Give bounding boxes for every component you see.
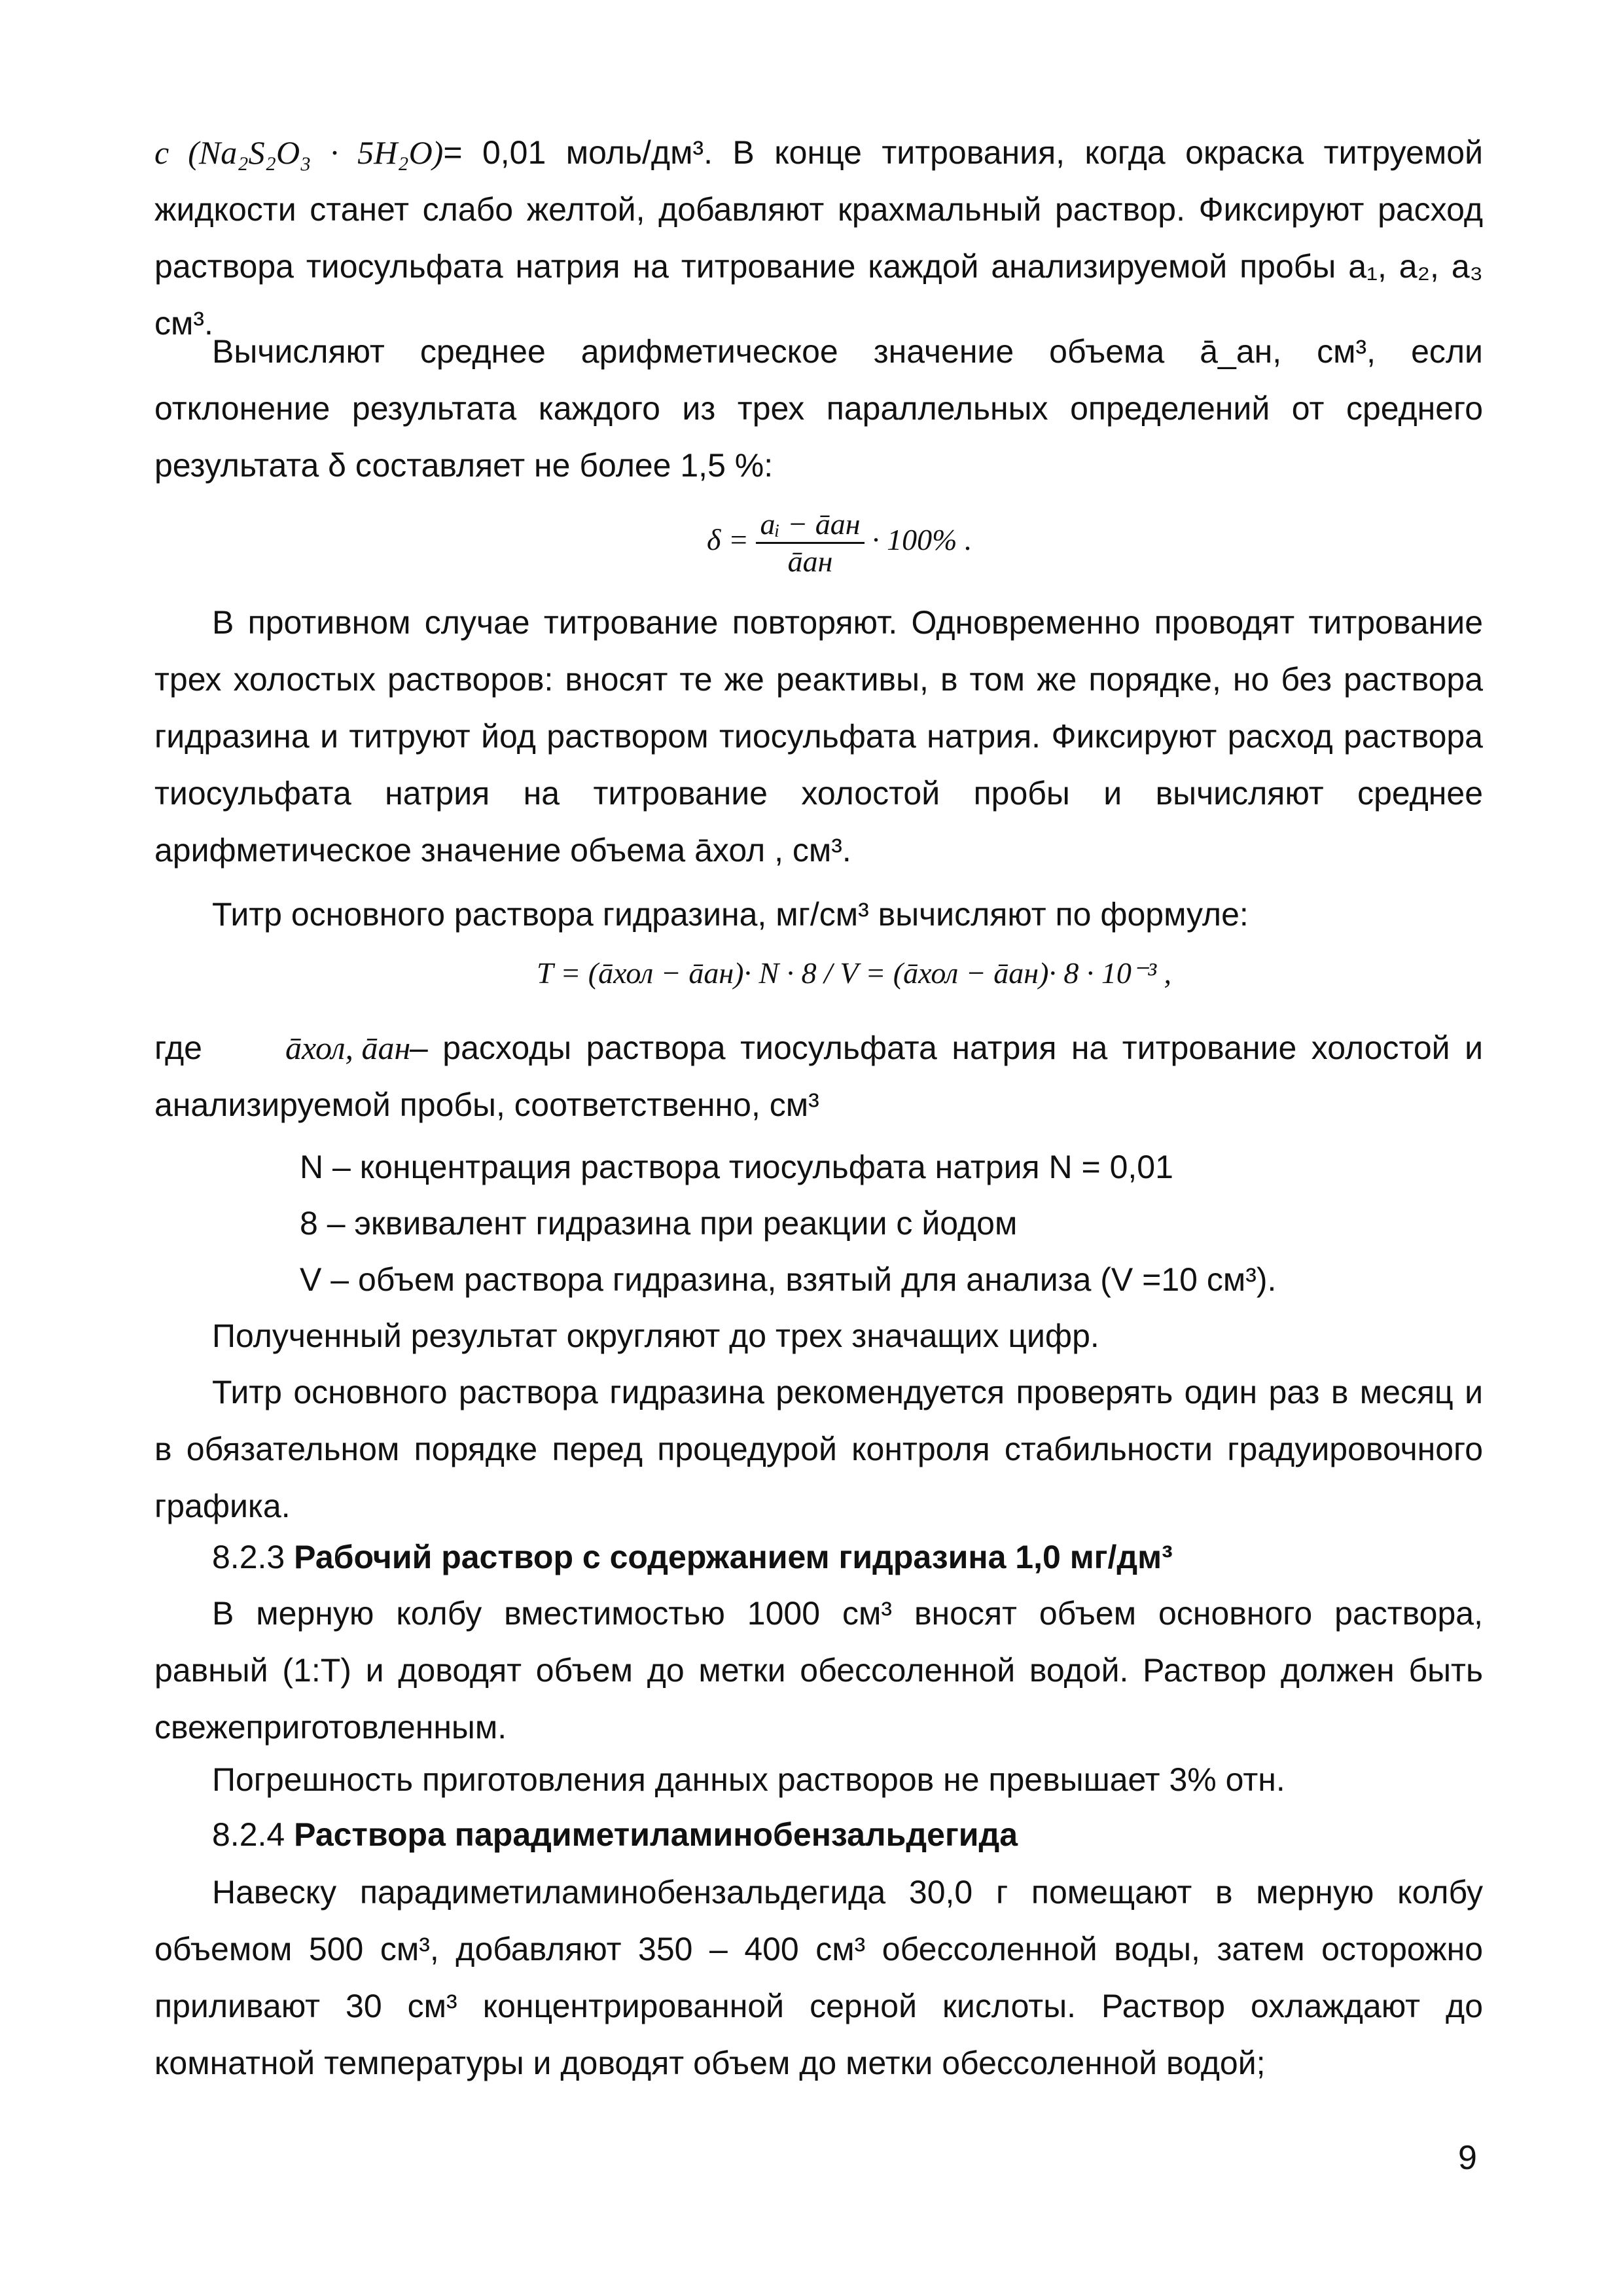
deviation-formula-lhs: δ = [707,523,749,557]
deviation-formula-rhs: · 100% . [872,523,972,557]
thiosulfate-formula: c (Na₂S₂O₃ · 5H₂O) [154,134,444,171]
paragraph-text: = 0,01 моль/дм³. В конце титрования, когда окраска титруемой жидкости станет слабо желтой, добавляют крахмальный раствор. Фиксируют расход раствора тиосульфата натрия на титрование каждой анализируемой пробы a₁, a₂, a₃ см³. [154,134,1483,342]
section-heading-8-2-3 [154,1529,1483,1586]
paragraph-rounding: Полученный результат округляют до трех значащих цифр. [212,1318,1099,1354]
deviation-fraction [756,509,864,577]
paragraph-reagent-preparation: Навеску парадиметиламинобензальдегида 30,0 г помещают в мерную колбу объемом 500 см³, добавляют 350 – 400 см³ обессоленной воды, затем осторожно приливают 30 см³ концентрированной серной кислоты. Раствор охлаждают до комнатной температуры и доводят объем до метки обессоленной водой; [154,1874,1483,2081]
page-number: 9 [1458,2139,1477,2177]
section-title: Рабочий раствор с содержанием гидразина 1,0 мг/дм³ [294,1539,1173,1575]
deviation-formula [707,509,972,577]
paragraph-working-solution: В мерную колбу вместимостью 1000 см³ вносят объем основного раствора, равный (1:Т) и доводят объем до метки обессоленной водой. Раствор должен быть свежеприготовленным. [154,1595,1483,1746]
paragraph-titer-check: Титр основного раствора гидразина рекомендуется проверять один раз в месяц и в обязательном порядке перед процедурой контроля стабильности градуировочного графика. [154,1374,1483,1524]
section-heading-8-2-4 [154,1806,1483,1863]
paragraph-preparation-error: Погрешность приготовления данных растворов не превышает 3% отн. [212,1761,1285,1798]
definition-8: 8 – эквивалент гидразина при реакции с йодом [300,1205,1018,1242]
definition-N: N – концентрация раствора тиосульфата натрия N = 0,01 [300,1149,1173,1185]
paragraph-titrant-concentration [154,124,1483,352]
paragraph-titer-intro: Титр основного раствора гидразина, мг/см³ вычисляют по формуле: [212,896,1249,933]
where-label: где [154,1030,202,1066]
titer-formula: T = (āхол − āан)· N · 8 / V = (āхол − āан)· 8 · 10⁻³ , [537,956,1171,990]
where-description: – расходы раствора тиосульфата натрия на титрование холостой и анализируемой пробы, соответственно, см³ [154,1030,1483,1123]
where-symbols: āхол, āан [285,1030,411,1066]
section-title: Раствора парадиметиламинобензальдегида [294,1816,1018,1853]
paragraph-blank-titration: В противном случае титрование повторяют. Одновременно проводят титрование трех холостых растворов: вносят те же реактивы, в том же порядке, но без раствора гидразина и титруют йод раствором тиосульфата натрия. Фиксируют расход раствора тиосульфата натрия на титрование холостой пробы и вычисляют среднее арифметическое значение объема āхол , см³. [154,604,1483,869]
section-number: 8.2.3 [212,1539,285,1575]
deviation-numerator: aᵢ − āан [756,509,864,544]
paragraph-mean-volume: Вычисляют среднее арифметическое значение объема ā_ан, см³, если отклонение результата каждого из трех параллельных определений от среднего результата δ составляет не более 1,5 %: [154,333,1483,484]
deviation-denominator: āан [787,545,833,578]
section-number: 8.2.4 [212,1816,285,1853]
definition-V: V – объем раствора гидразина, взятый для анализа (V =10 см³). [300,1261,1277,1298]
